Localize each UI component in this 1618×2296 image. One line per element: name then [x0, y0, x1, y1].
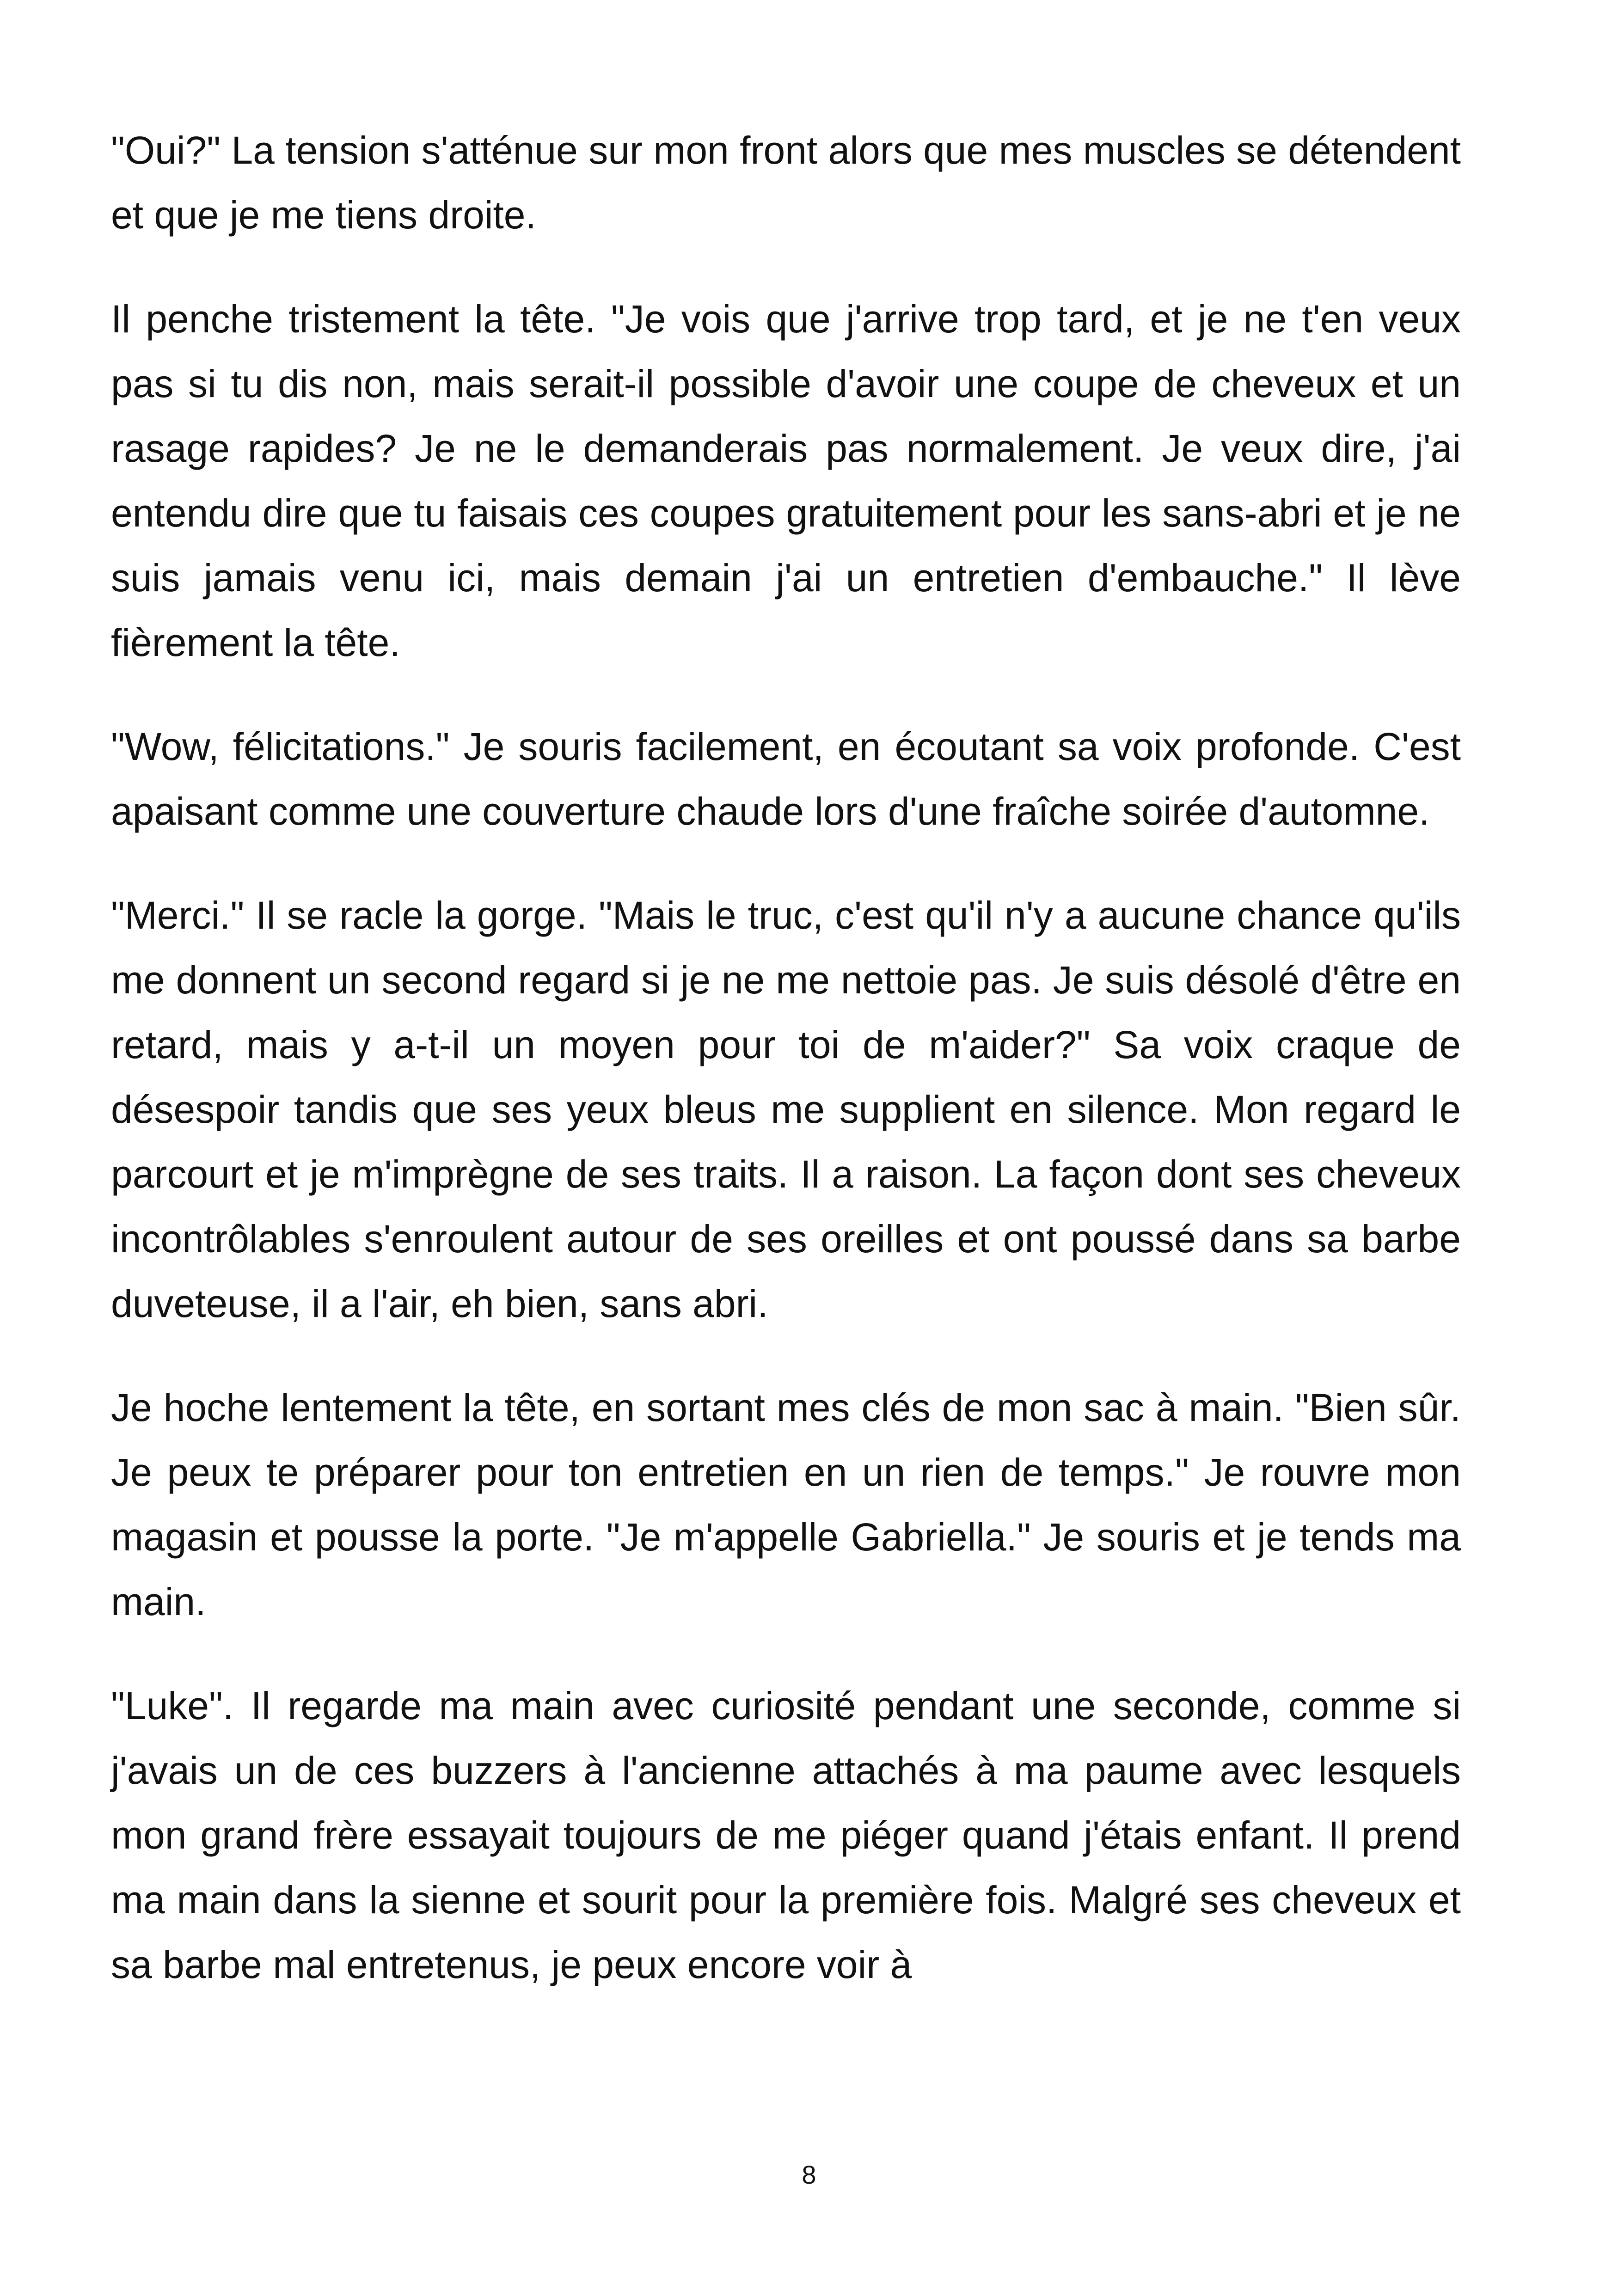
paragraph-3: "Wow, félicitations." Je souris facilement, en écoutant sa voix profonde. C'est apaisant comme une couverture chaude lors d'une fraîche soirée d'automne.	[111, 725, 1461, 833]
paragraph-6: "Luke". Il regarde ma main avec curiosité pendant une seconde, comme si j'avais un de ces buzzers à l'ancienne attachés à ma paume avec lesquels mon grand frère essayait toujours de me piéger quand j'étais enfant. Il prend ma main dans la sienne et sourit pour la première fois. Malgré ses cheveux et sa barbe mal entretenus, je peux encore voir à	[111, 1684, 1461, 1986]
body-text	[111, 118, 1461, 1997]
paragraph-5: Je hoche lentement la tête, en sortant mes clés de mon sac à main. "Bien sûr. Je peux te préparer pour ton entretien en un rien de temps." Je rouvre mon magasin et pousse la porte. "Je m'appelle Gabriella." Je souris et je tends ma main.	[111, 1386, 1461, 1623]
paragraph-4: "Merci." Il se racle la gorge. "Mais le truc, c'est qu'il n'y a aucune chance qu'ils me donnent un second regard si je ne me nettoie pas. Je suis désolé d'être en retard, mais y a-t-il un moyen pour toi de m'aider?" Sa voix craque de désespoir tandis que ses yeux bleus me supplient en silence. Mon regard le parcourt et je m'imprègne de ses traits. Il a raison. La façon dont ses cheveux incontrôlables s'enroulent autour de ses oreilles et ont poussé dans sa barbe duveteuse, il a l'air, eh bien, sans abri.	[111, 894, 1461, 1325]
page-number: 8	[802, 2160, 816, 2189]
paragraph-2: Il penche tristement la tête. "Je vois que j'arrive trop tard, et je ne t'en veux pas si tu dis non, mais serait-il possible d'avoir une coupe de cheveux et un rasage rapides? Je ne le demanderais pas normalement. Je veux dire, j'ai entendu dire que tu faisais ces coupes gratuitement pour les sans-abri et je ne suis jamais venu ici, mais demain j'ai un entretien d'embauche." Il lève fièrement la tête.	[111, 297, 1461, 664]
paragraph-1: "Oui?" La tension s'atténue sur mon front alors que mes muscles se détendent et que je me tiens droite.	[111, 129, 1461, 237]
